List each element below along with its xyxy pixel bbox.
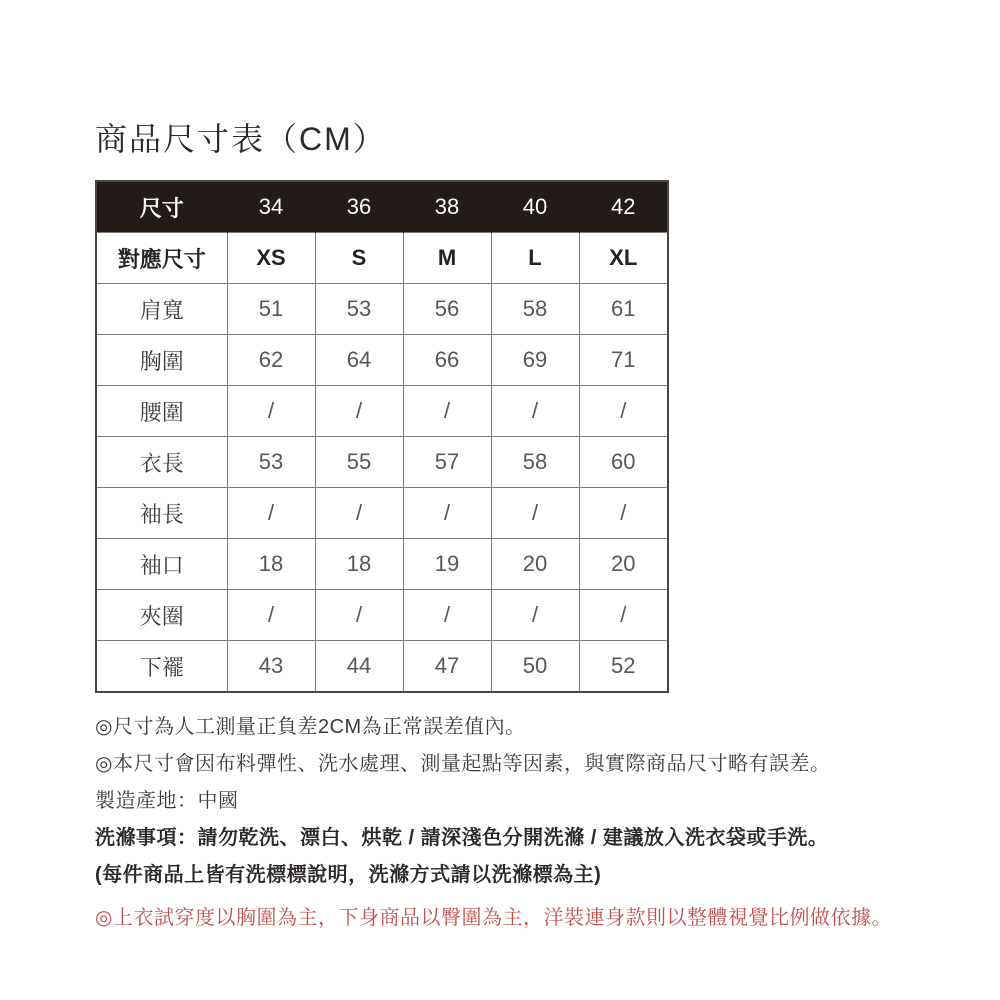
table-row (96, 386, 668, 437)
table-cell: XL (579, 233, 668, 284)
row-label: 袖口 (96, 539, 227, 590)
table-cell: 53 (227, 437, 315, 488)
header-size-value: 34 (227, 181, 315, 233)
table-cell: 18 (315, 539, 403, 590)
table-cell: / (491, 386, 579, 437)
table-cell: 20 (491, 539, 579, 590)
size-header-row (96, 181, 668, 233)
table-cell: 18 (227, 539, 315, 590)
note-line: ◎上衣試穿度以胸圍為主，下身商品以臀圍為主，洋裝連身款則以整體視覺比例做依據。 (95, 907, 892, 929)
table-row (96, 437, 668, 488)
table-cell: 44 (315, 641, 403, 693)
table-cell: 58 (491, 284, 579, 335)
row-label: 夾圈 (96, 590, 227, 641)
row-label: 下襬 (96, 641, 227, 693)
table-cell: 50 (491, 641, 579, 693)
header-label: 尺寸 (96, 181, 227, 233)
header-size-value: 38 (403, 181, 491, 233)
table-cell: 56 (403, 284, 491, 335)
table-cell: 62 (227, 335, 315, 386)
row-label: 肩寬 (96, 284, 227, 335)
row-label: 腰圍 (96, 386, 227, 437)
table-cell: / (227, 590, 315, 641)
table-cell: / (227, 386, 315, 437)
table-cell: / (403, 590, 491, 641)
table-cell: / (315, 488, 403, 539)
table-cell: 19 (403, 539, 491, 590)
size-table-header (96, 181, 668, 233)
table-cell: / (579, 386, 668, 437)
table-cell: 47 (403, 641, 491, 693)
table-cell: / (403, 488, 491, 539)
table-cell: / (579, 488, 668, 539)
table-cell: 58 (491, 437, 579, 488)
header-size-value: 36 (315, 181, 403, 233)
note-line: ◎尺寸為人工測量正負差2CM為正常誤差值內。 (95, 716, 526, 738)
table-cell: 20 (579, 539, 668, 590)
table-cell: 61 (579, 284, 668, 335)
table-cell: 60 (579, 437, 668, 488)
table-cell: / (579, 590, 668, 641)
table-cell: 55 (315, 437, 403, 488)
table-cell: / (491, 590, 579, 641)
table-cell: M (403, 233, 491, 284)
table-cell: 43 (227, 641, 315, 693)
table-row (96, 641, 668, 693)
table-cell: / (227, 488, 315, 539)
size-table (95, 180, 669, 693)
header-size-value: 42 (579, 181, 668, 233)
note-line: 製造產地：中國 (95, 790, 239, 812)
note-line: 洗滌事項：請勿乾洗、漂白、烘乾 / 請深淺色分開洗滌 / 建議放入洗衣袋或手洗。 (95, 827, 829, 849)
row-label: 袖長 (96, 488, 227, 539)
table-row (96, 488, 668, 539)
table-cell: 64 (315, 335, 403, 386)
table-cell: / (491, 488, 579, 539)
table-cell: 53 (315, 284, 403, 335)
table-cell: / (403, 386, 491, 437)
notes-section (95, 717, 955, 929)
table-cell: 71 (579, 335, 668, 386)
page-title: 商品尺寸表（CM） (95, 121, 387, 157)
table-cell: XS (227, 233, 315, 284)
table-row (96, 284, 668, 335)
table-cell: / (315, 386, 403, 437)
table-row (96, 539, 668, 590)
table-cell: 69 (491, 335, 579, 386)
table-cell: 66 (403, 335, 491, 386)
table-row (96, 233, 668, 284)
header-size-value: 40 (491, 181, 579, 233)
row-label: 衣長 (96, 437, 227, 488)
table-row (96, 590, 668, 641)
table-cell: 52 (579, 641, 668, 693)
row-label: 胸圍 (96, 335, 227, 386)
note-line: (每件商品上皆有洗標標說明，洗滌方式請以洗滌標為主) (95, 864, 602, 886)
table-cell: 51 (227, 284, 315, 335)
table-cell: L (491, 233, 579, 284)
table-cell: / (315, 590, 403, 641)
note-line: ◎本尺寸會因布料彈性、洗水處理、測量起點等因素，與實際商品尺寸略有誤差。 (95, 753, 831, 775)
table-cell: S (315, 233, 403, 284)
table-row (96, 335, 668, 386)
row-label: 對應尺寸 (96, 233, 227, 284)
size-table-body (96, 233, 668, 693)
table-cell: 57 (403, 437, 491, 488)
